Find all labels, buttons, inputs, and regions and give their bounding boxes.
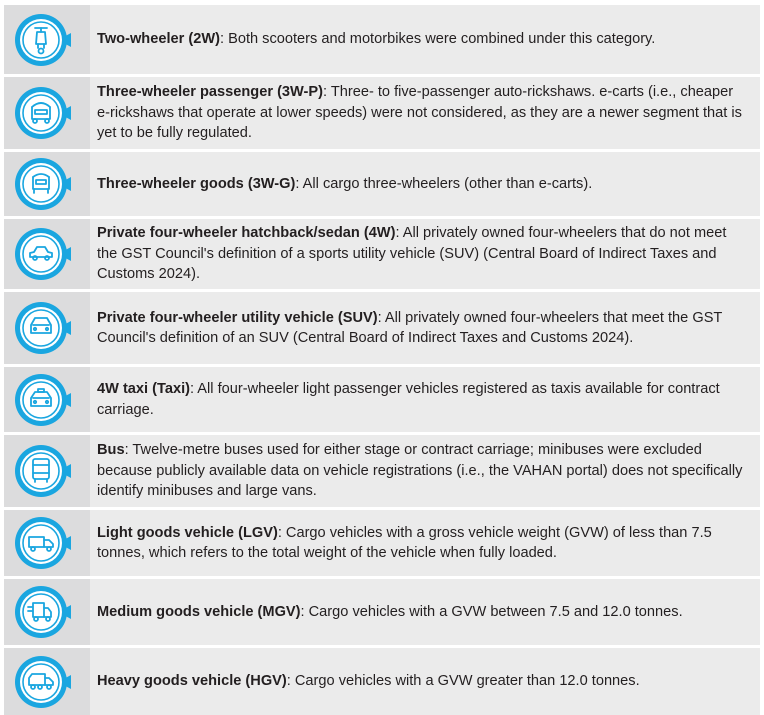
- table-row: [4, 77, 760, 149]
- icon-cell: [4, 219, 90, 289]
- light-truck-icon: [14, 515, 72, 571]
- table-row: [4, 292, 760, 364]
- icon-cell: [4, 648, 90, 715]
- table-row: [4, 5, 760, 74]
- definition-cell: [90, 579, 760, 645]
- category-term: Three-wheeler goods (3W-G): [97, 175, 296, 192]
- table-row: [4, 152, 760, 216]
- category-term: Heavy goods vehicle (HGV): [97, 673, 287, 690]
- category-description: : Three- to five-passenger auto-rickshaws. e-carts (i.e., cheaper e-rickshaws that operate at lower speeds) were not considered, as they are a newer segment that is yet to be fully regulated.: [97, 84, 742, 142]
- definition-cell: [90, 510, 760, 576]
- category-description: : Twelve-metre buses used for either stage or contract carriage; minibuses were excluded because publicly available data on vehicle registrations (i.e., the VAHAN portal) does not specifically identify minibuses and large vans.: [97, 442, 743, 500]
- category-description: : Cargo vehicles with a GVW greater than 12.0 tonnes.: [286, 673, 640, 690]
- table-row: [4, 435, 760, 507]
- icon-cell: [4, 367, 90, 432]
- scooter-icon: [14, 12, 72, 68]
- dump-truck-icon: [14, 654, 72, 710]
- table-row: [4, 579, 760, 645]
- category-description: : Both scooters and motorbikes were combined under this category.: [219, 31, 656, 48]
- category-term: Medium goods vehicle (MGV): [97, 603, 301, 620]
- suv-icon: [14, 300, 72, 356]
- table-row: [4, 219, 760, 289]
- icon-cell: [4, 510, 90, 576]
- icon-cell: [4, 77, 90, 149]
- category-description: : All cargo three-wheelers (other than e-carts).: [295, 175, 593, 192]
- category-description: : Cargo vehicles with a GVW between 7.5 and 12.0 tonnes.: [300, 603, 683, 620]
- icon-cell: [4, 579, 90, 645]
- table-row: [4, 510, 760, 576]
- definition-cell: [90, 5, 760, 74]
- category-description: : All privately owned four-wheelers that do not meet the GST Council's definition of a sports utility vehicle (SUV) (Central Board of Indirect Taxes and Customs 2024).: [97, 225, 727, 283]
- table-row: [4, 367, 760, 432]
- definition-cell: [90, 292, 760, 364]
- medium-truck-icon: [14, 584, 72, 640]
- icon-cell: [4, 5, 90, 74]
- category-term: Three-wheeler passenger (3W-P): [97, 84, 323, 101]
- category-term: 4W taxi (Taxi): [97, 381, 190, 397]
- definition-cell: [90, 367, 760, 432]
- definition-cell: [90, 77, 760, 149]
- hatchback-car-icon: [14, 226, 72, 282]
- definition-cell: [90, 435, 760, 507]
- definition-cell: [90, 219, 760, 289]
- icon-cell: [4, 292, 90, 364]
- category-term: Private four-wheeler hatchback/sedan (4W): [97, 225, 396, 242]
- cargo-three-wheeler-icon: [14, 156, 72, 212]
- category-term: Light goods vehicle (LGV): [97, 524, 278, 541]
- category-description: : All four-wheeler light passenger vehicles registered as taxis available for contract carriage.: [97, 381, 720, 418]
- taxi-icon: [14, 372, 72, 428]
- definition-cell: [90, 152, 760, 216]
- auto-rickshaw-icon: [14, 85, 72, 141]
- category-term: Bus: [97, 442, 125, 459]
- bus-icon: [14, 443, 72, 499]
- category-description: : All privately owned four-wheelers that meet the GST Council's definition of an SUV (Central Board of Indirect Taxes and Customs 2024).: [97, 309, 723, 346]
- category-term: Private four-wheeler utility vehicle (SUV): [97, 309, 378, 326]
- icon-cell: [4, 152, 90, 216]
- category-description: : Cargo vehicles with a gross vehicle weight (GVW) of less than 7.5 tonnes, which refers to the total weight of the vehicle when fully loaded.: [97, 524, 712, 561]
- table-row: [4, 648, 760, 715]
- category-term: Two-wheeler (2W): [97, 31, 220, 48]
- icon-cell: [4, 435, 90, 507]
- definition-cell: [90, 648, 760, 715]
